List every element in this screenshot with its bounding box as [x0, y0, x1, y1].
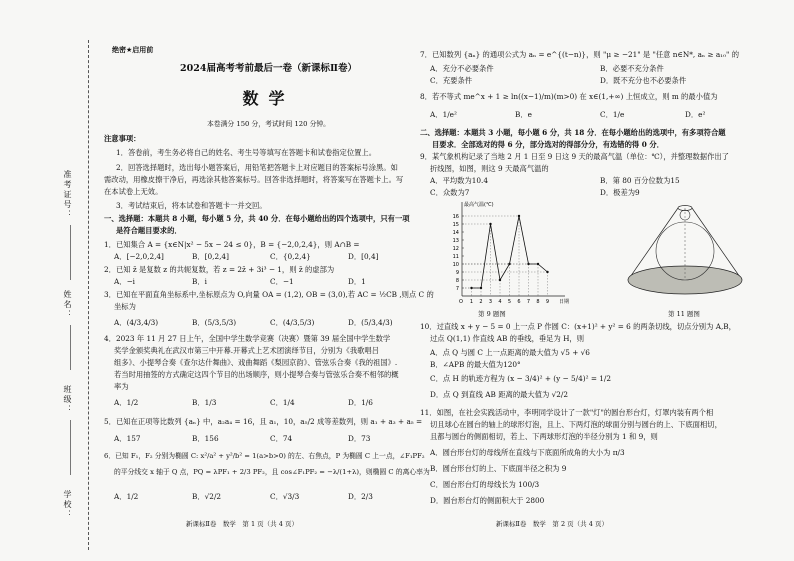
option-d: D．(5/3,4/3) — [348, 318, 393, 327]
x-axis-label: 日期 — [559, 299, 570, 305]
question-7-options — [430, 76, 760, 86]
question-2-stem: 2．已知 z̄ 是复数 z 的共轭复数，若 z = 2z̄ + 3i³ − 1，则 z̄ 的虚部为 — [104, 265, 335, 274]
question-3-options — [114, 318, 418, 328]
name-label: 姓名： — [63, 290, 72, 320]
option-c: C．点 H 的轨迹方程为 (x − 3/4)² + (y − 5/4)² = 1/2 — [430, 374, 611, 383]
option-c: C．(4/3,5/3) — [270, 318, 315, 327]
question-4-options — [114, 398, 418, 408]
notice-line: 2．回答选择题时，选出每小题答案后，用铅笔把答题卡上对应题目的答案标号涂黑。如 — [116, 163, 398, 172]
option-a: A．1/e² — [430, 110, 457, 119]
y-tick-label: 9 — [455, 269, 459, 276]
question-2-options — [114, 277, 418, 287]
y-tick-label: 13 — [452, 237, 459, 244]
x-tick-label: 3 — [488, 299, 493, 305]
option-b: B．必要不充分条件 — [600, 64, 664, 73]
option-b: B．[0,2,4] — [192, 252, 229, 261]
exam-id-line — [70, 225, 71, 280]
figure-9-caption: 第 9 题图 — [478, 310, 506, 318]
notice-line: 1．答卷前，考生务必将自己的姓名、考生号等填写在答题卡和试卷指定位置上。 — [116, 148, 377, 157]
data-point — [470, 287, 472, 289]
data-point — [508, 263, 510, 265]
question-11-stem: 切且球心在圆台的轴上的球形灯泡，且上、下两灯泡的球面分别与圆台的上、下底面相切， — [430, 420, 722, 429]
option-a: A．157 — [114, 434, 141, 443]
y-tick-label: 16 — [452, 213, 459, 220]
origin-label: O — [459, 299, 463, 305]
question-4-stem: 若当时用抽签的方式确定这四个节目的出场顺序，则小提琴合奏与管弦乐合奏不相邻的概 — [114, 370, 399, 379]
option-d: D．点 Q 到直线 AB 距离的最大值为 √2/2 — [430, 390, 569, 399]
question-8-stem: 8．若不等式 me^x + 1 ≥ ln((x−1)/m)(m>0) 在 x∈(1,+∞) 上恒成立，则 m 的最小值为 — [420, 92, 718, 101]
y-tick-label: 11 — [452, 253, 459, 260]
name-line — [70, 325, 71, 370]
option-b: B．∠APB 的最大值为120° — [430, 360, 521, 369]
option-c: C．众数为7 — [430, 188, 470, 197]
question-4-stem: 组多》、小提琴合奏《查尔达什舞曲》、戏曲舞蹈《梨园京韵》、管弦乐合奏《我的祖国》. — [114, 358, 398, 367]
x-tick-label: 7 — [526, 299, 531, 305]
figure-9-line-chart — [440, 196, 580, 308]
exam-id-label: 准考证号： — [63, 170, 72, 220]
notice-line: 3．考试结束后，将本试卷和答题卡一并交回。 — [116, 201, 267, 210]
question-6-options — [114, 492, 418, 502]
class-label: 班级： — [63, 385, 72, 415]
question-7-stem: 7．已知数列 {aₙ} 的通项公式为 aₙ = e^{(t−n)}，则 "μ ≥ −21" 是 "任意 n∈N*, aₙ ≥ a₁₀" 的 — [420, 50, 740, 59]
question-6-stem: 6．已知 F₁，F₂ 分别为椭圆 C: x²/a² + y²/b² = 1(a>b>0) 的左、右焦点，P 为椭圆 C 上一点，∠F₁PF₂ — [104, 452, 425, 460]
question-3-stem: 坐标为 — [114, 302, 136, 311]
paper-title: 2024届高考考前最后一卷（新课标Ⅱ卷） — [180, 63, 357, 74]
question-9-stem: 折线图，如图，则这 9 天最高气温的 — [430, 164, 549, 173]
binding-dashed-line — [88, 40, 89, 550]
y-tick-label: 12 — [452, 245, 459, 252]
question-10-stem: 过点 Q(1,1) 作直线 AB 的垂线，垂足为 H，则 — [430, 334, 585, 343]
x-tick-label: 5 — [507, 299, 512, 305]
option-c: C．−1 — [270, 277, 294, 286]
option-d: D．1 — [348, 277, 366, 286]
data-point — [546, 271, 548, 273]
question-9-stem: 9．某气象机构记录了当地 2 月 1 日至 9 日这 9 天的最高气温（单位：℃），并整理数据作出了 — [420, 152, 729, 161]
question-3-stem: 3．已知在平面直角坐标系中,坐标原点为 O,向量 OA = (1,2), OB = (3,0),若 AC = ½CB ,则点 C 的 — [104, 290, 434, 299]
data-point — [537, 263, 539, 265]
option-a: A．点 Q 与圆 C 上一点距离的最大值为 √5 + √6 — [430, 348, 590, 357]
option-a: A．−i — [114, 277, 136, 286]
data-point — [480, 287, 482, 289]
question-1-options — [114, 252, 418, 262]
question-11-stem: 11．如图，在社会实践活动中，李明同学设计了一款"灯"的圆台形台灯，灯罩内装有两个相 — [420, 408, 714, 417]
question-5-stem: 5．已知在正项等比数列 {aₙ} 中，a₂a₄ = 16，且 a₁，10，a₅/2 成等差数列，则 a₁ + a₃ + a₅ = — [104, 417, 423, 426]
option-c: C．√3/3 — [270, 492, 300, 501]
x-tick-label: 2 — [479, 299, 483, 305]
notice-title: 注意事项： — [104, 134, 141, 143]
option-d: D．极差为9 — [600, 188, 640, 197]
x-tick-label: 9 — [545, 299, 550, 305]
question-4-stem: 4．2023 年 11 月 27 日上午，全国中学生数学竞赛（决赛）暨第 39 届全国中学生数学 — [104, 334, 391, 343]
option-b: B．√2/2 — [192, 492, 222, 501]
option-a: A．平均数为10.4 — [430, 176, 489, 185]
score-line: 本卷满分 150 分，考试时间 120 分钟。 — [207, 120, 330, 128]
page-footer-left: 新课标Ⅱ卷 数学 第 1 页（共 4 页） — [186, 520, 298, 528]
question-6-stem: 的平分线交 x 轴于 Q 点，PQ = λPF₁ + 2/3 PF₂，且 cos∠F₁PF₂ = −λ/(1+λ)，则椭圆 C 的离心率为 — [114, 468, 430, 476]
option-c: C．{0,2,4} — [270, 252, 311, 261]
option-d: D．e² — [685, 110, 706, 119]
y-tick-label: 14 — [452, 229, 459, 236]
question-4-stem: 奖学金颁奖典礼在武汉市第三中开幕.开幕式上艺术团演绎节目，分别为《我歌唱吕 — [114, 346, 380, 355]
option-b: B．第 80 百分位数为15 — [600, 176, 680, 185]
section1-heading: 一、选择题：本题共 8 小题，每小题 5 分，共 40 分．在每小题给出的四个选项中，只有一项 — [104, 214, 410, 223]
question-8-options — [430, 110, 755, 120]
question-1-stem: 1．已知集合 A = {x∈N|x² − 5x − 24 ≤ 0}，B = {−2,0,2,4}，则 A∩B = — [104, 240, 360, 249]
option-a: A．[−2,0,2,4] — [114, 252, 164, 261]
upper-sphere — [680, 210, 690, 220]
school-label: 学校： — [63, 490, 72, 520]
data-point — [518, 215, 520, 217]
data-point — [489, 223, 491, 225]
y-axis-label: 最高气温(℃) — [464, 202, 494, 208]
option-b: B．圆台形台灯的上、下底面半径之积为 9 — [430, 464, 567, 473]
question-9-options — [430, 176, 760, 186]
data-point — [499, 279, 501, 281]
option-c: C．充要条件 — [430, 76, 473, 85]
question-11-stem: 且都与圆台的侧面相切，若上、下两球形灯泡的半径分别为 1 和 9，则 — [430, 432, 658, 441]
question-5-options — [114, 434, 418, 444]
y-tick-label: 15 — [452, 221, 459, 228]
option-b: B．e — [515, 110, 532, 119]
figure-11-caption: 第 11 题图 — [668, 310, 700, 318]
option-d: D．2/3 — [348, 492, 373, 501]
option-a: A．1/2 — [114, 492, 139, 501]
option-a: A．(4/3,4/3) — [114, 318, 159, 327]
option-b: B．156 — [192, 434, 219, 443]
page-footer-right: 新课标Ⅱ卷 数学 第 2 页（共 4 页） — [496, 520, 608, 528]
x-tick-label: 6 — [517, 299, 521, 305]
option-d: D．73 — [348, 434, 371, 443]
option-c: C．1/4 — [270, 398, 295, 407]
x-tick-label: 1 — [469, 299, 474, 305]
x-tick-label: 8 — [536, 299, 540, 305]
y-tick-label: 7 — [455, 285, 459, 292]
y-tick-label: 10 — [452, 261, 459, 268]
class-line — [70, 420, 71, 475]
section2-heading: 目要求．全部选对的得 6 分，部分选对的得部分分，有选错的得 0 分． — [432, 140, 664, 149]
option-d: D．圆台形台灯的侧面积大于 2800 — [430, 496, 545, 505]
question-7-options — [430, 64, 760, 74]
option-a: A．充分不必要条件 — [430, 64, 494, 73]
data-point — [527, 263, 529, 265]
option-d: D．1/6 — [348, 398, 373, 407]
y-tick-label: 8 — [455, 277, 459, 284]
question-10-stem: 10．过直线 x + y − 5 = 0 上一点 P 作圆 C：(x+1)² + y² = 6 的两条切线，切点分别为 A,B， — [420, 322, 736, 331]
option-c: C．74 — [270, 434, 293, 443]
section2-heading: 二、选择题：本题共 3 小题，每小题 6 分，共 18 分．在每小题给出的选项中，有多项符合题 — [420, 128, 726, 137]
subject-title: 数学 — [242, 89, 295, 108]
notice-line: 在本试卷上无效。 — [104, 187, 163, 196]
x-tick-label: 4 — [498, 299, 502, 305]
option-d: D．既不充分也不必要条件 — [600, 76, 687, 85]
option-c: C．圆台形台灯的母线长为 100/3 — [430, 480, 540, 489]
option-b: B．1/3 — [192, 398, 217, 407]
question-4-stem: 率为 — [114, 382, 129, 391]
option-a: A．1/2 — [114, 398, 139, 407]
option-c: C．1/e — [600, 110, 625, 119]
option-b: B．i — [192, 277, 207, 286]
secret-mark: 绝密★启用前 — [112, 46, 154, 54]
section1-heading: 是符合题目要求的． — [116, 226, 182, 235]
binding-strip — [0, 0, 100, 561]
notice-line: 需改动，用橡皮擦干净后，再选涂其他答案标号。回答非选择题时，将答案写在答题卡上。写 — [104, 175, 404, 184]
option-a: A．圆台形台灯的母线所在直线与下底面所成角的大小为 π/3 — [430, 448, 625, 457]
option-d: D．[0,4] — [348, 252, 379, 261]
option-b: B．(5/3,5/3) — [192, 318, 237, 327]
figure-11-frustum — [620, 196, 750, 308]
